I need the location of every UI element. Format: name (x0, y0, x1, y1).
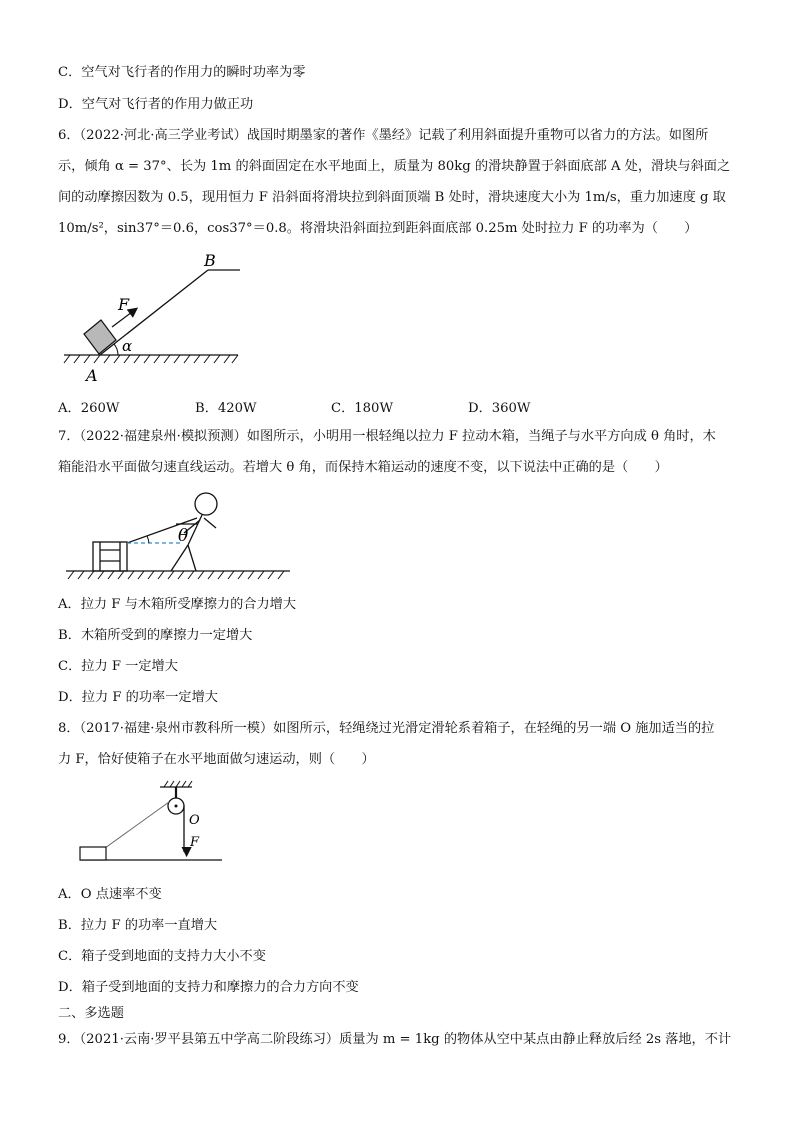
q8-option-d: D．箱子受到地面的支持力和摩擦力的合力方向不变 (58, 980, 359, 995)
q8-option-b: B．拉力 F 的功率一直增大 (58, 918, 218, 933)
q6-stem-line1: 6．（2022·河北·高三学业考试）战国时期墨家的著作《墨经》记载了利用斜面提升重物可以省力的方法。如图所 (58, 128, 709, 143)
q6-option-b: B．420W (195, 401, 257, 416)
q8-option-a: A．O 点速率不变 (58, 887, 162, 902)
q6-label-alpha: α (122, 337, 133, 355)
q7-stem-line2: 箱能沿水平面做匀速直线运动。若增大 θ 角，而保持木箱运动的速度不变，以下说法中正确的是（ ） (58, 460, 668, 475)
q6-option-c: C．180W (331, 401, 394, 416)
q6-label-b: B (204, 251, 216, 270)
q8-ceiling-hatch (164, 781, 192, 787)
q8-option-c: C．箱子受到地面的支持力大小不变 (58, 949, 266, 964)
q9-stem-line1: 9．（2021·云南·罗平县第五中学高二阶段练习）质量为 m = 1kg 的物体从空中某点由静止释放后经 2s 落地，不计 (58, 1032, 732, 1047)
q8-label-f: F (190, 835, 200, 850)
q7-stem-line1: 7．（2022·福建泉州·模拟预测）如图所示，小明用一根轻绳以拉力 F 拉动木箱，当绳子与水平方向成 θ 角时，木 (58, 429, 716, 444)
q7-option-d: D．拉力 F 的功率一定增大 (58, 690, 218, 705)
q8-label-o: O (189, 813, 200, 828)
q6-option-d: D．360W (468, 401, 531, 416)
q8-rope-to-box (105, 802, 169, 848)
q6-stem-line4: 10m/s²，sin37°＝0.6，cos37°＝0.8。将滑块沿斜面拉到距斜面底部 0.25m 处时拉力 F 的功率为（ ） (58, 221, 698, 236)
q5-option-c: C．空气对飞行者的作用力的瞬时功率为零 (58, 65, 306, 80)
q8-stem-line1: 8．（2017·福建·泉州市教科所一模）如图所示，轻绳绕过光滑定滑轮系着箱子，在轻绳的另一端 O 施加适当的拉 (58, 721, 715, 736)
q6-option-a: A．260W (58, 401, 120, 416)
q8-pulley-axle (175, 805, 178, 808)
section-title-multiple-choice: 二、多选题 (58, 1006, 124, 1021)
q6-label-f: F (118, 295, 130, 314)
q8-stem-line2: 力 F，恰好使箱子在水平地面做匀速运动，则（ ） (58, 752, 375, 767)
q7-option-a: A．拉力 F 与木箱所受摩擦力的合力增大 (58, 597, 297, 612)
q5-option-d: D．空气对飞行者的作用力做正功 (58, 97, 254, 112)
q6-stem-line2: 示，倾角 α = 37°、长为 1m 的斜面固定在水平地面上，质量为 80kg 的滑块静置于斜面底部 A 处，滑块与斜面之 (58, 159, 731, 174)
q6-stem-line3: 间的动摩擦因数为 0.5，现用恒力 F 沿斜面将滑块拉到斜面顶端 B 处时，滑块速度大小为 1m/s，重力加速度 g 取 (58, 190, 726, 205)
q7-option-c: C．拉力 F 一定增大 (58, 659, 178, 674)
q6-label-a: A (86, 366, 98, 385)
q7-option-b: B．木箱所受到的摩擦力一定增大 (58, 628, 253, 643)
q7-label-theta: θ (178, 526, 189, 546)
q8-box (80, 847, 106, 860)
